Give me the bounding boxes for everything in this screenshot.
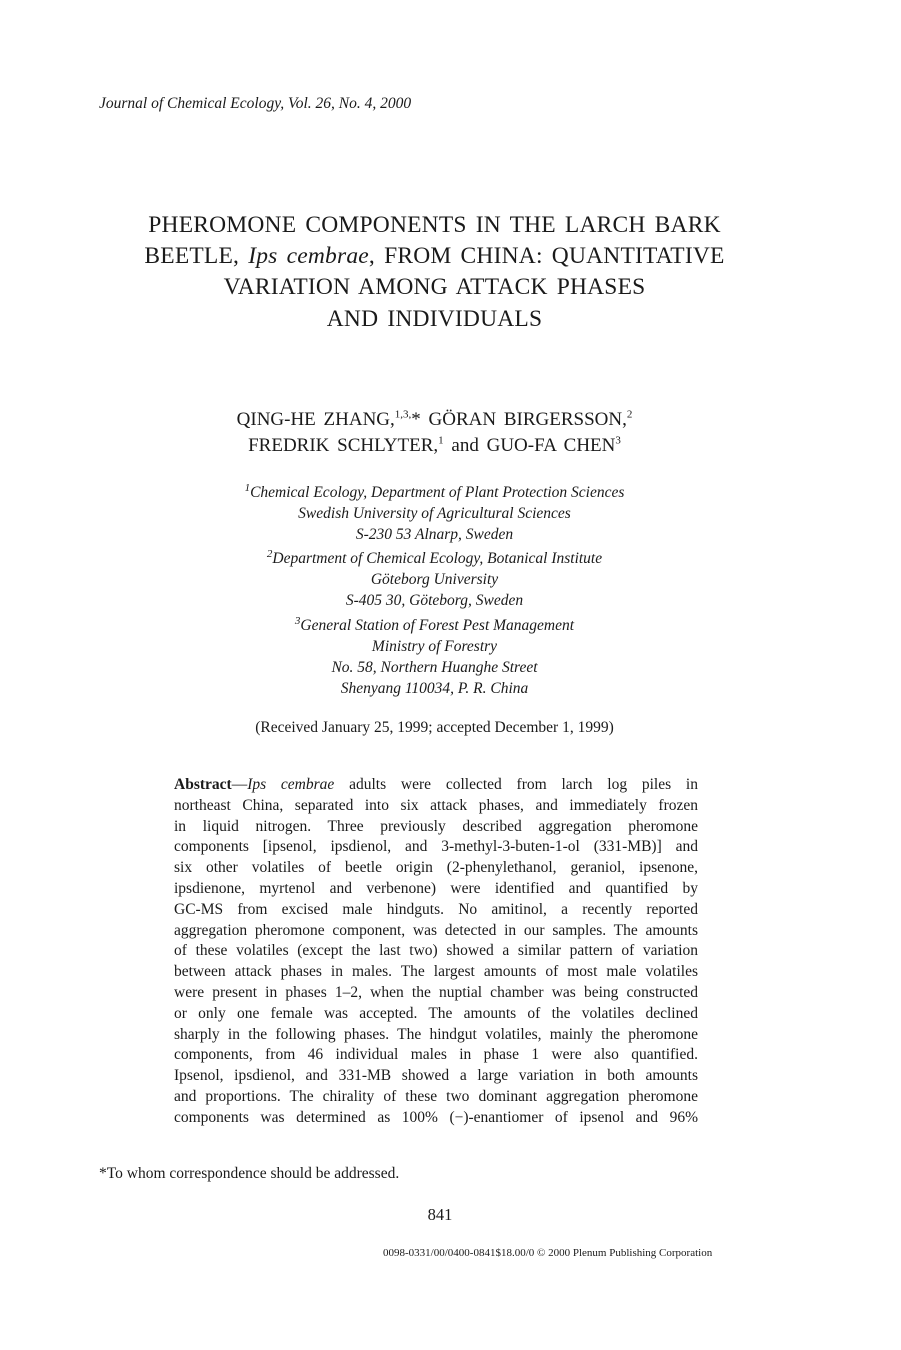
- abstract-line: ipsdienone, myrtenol and verbenone) were identified and quantified by: [174, 879, 698, 897]
- abstract-line: components, from 46 individual males in phase 1 were also quantified.: [174, 1046, 698, 1064]
- received-dates: (Received January 25, 1999; accepted December 1, 1999): [255, 719, 614, 736]
- author-and: and: [443, 435, 487, 456]
- affiliation-3-line-1: [0, 614, 869, 635]
- affiliation-1-line-1: [0, 481, 869, 502]
- affiliation-1-line-3: S-230 53 Alnarp, Sweden: [355, 526, 514, 543]
- abstract: [174, 775, 698, 1129]
- author-line-2: [0, 435, 869, 457]
- page-number: 841: [427, 1205, 453, 1224]
- abstract-line: or only one female was accepted. The amounts of the volatiles declined: [174, 1004, 698, 1022]
- affiliation-1-line-2: Swedish University of Agricultural Sciences: [298, 505, 571, 522]
- title-line-3: VARIATION AMONG ATTACK PHASES: [223, 274, 646, 300]
- affiliation-2-line-1: [0, 547, 869, 568]
- abstract-line: sharply in the following phases. The hindgut volatiles, mainly the pheromone: [174, 1025, 698, 1043]
- abstract-line: components [ipsenol, ipsdienol, and 3-methyl-3-buten-1-ol (331-MB)] and: [174, 838, 698, 856]
- author-zhang: QING-HE ZHANG,: [236, 409, 395, 430]
- abstract-dash: —: [231, 776, 248, 793]
- author-birgersson-sup: 2: [626, 408, 633, 421]
- affiliation-1-sup: 1: [244, 481, 251, 494]
- abstract-line: Ipsenol, ipsdienol, and 331-MB showed a large variation in both amounts: [174, 1067, 698, 1085]
- corresponding-star: *: [411, 409, 421, 430]
- abstract-label: Abstract: [174, 776, 232, 793]
- correspondence-footnote: *To whom correspondence should be addressed.: [99, 1165, 400, 1182]
- abstract-line: GC-MS from excised male hindguts. No amitinol, a recently reported: [174, 900, 698, 918]
- abstract-line: between attack phases in males. The largest amounts of most male volatiles: [174, 963, 698, 981]
- affiliation-3-line-4: Shenyang 110034, P. R. China: [340, 680, 529, 697]
- abstract-line: aggregation pheromone component, was detected in our samples. The amounts: [174, 921, 698, 939]
- title-line-2: [0, 243, 869, 270]
- affiliation-3-sup: 3: [294, 614, 301, 627]
- title-species: Ips cembrae: [248, 243, 369, 269]
- affiliation-1-text: Chemical Ecology, Department of Plant Protection Sciences: [250, 484, 625, 501]
- author-line-1: [0, 409, 869, 431]
- author-chen: GUO-FA CHEN: [486, 435, 616, 456]
- abstract-line: northeast China, separated into six attack phases, and immediately frozen: [174, 796, 698, 814]
- title-line-2-start: BEETLE,: [144, 243, 249, 269]
- author-schlyter-sup: 1: [438, 434, 444, 447]
- author-schlyter: FREDRIK SCHLYTER,: [248, 435, 439, 456]
- abstract-line-1: [174, 775, 698, 796]
- abstract-line: six other volatiles of beetle origin (2-phenylethanol, geraniol, ipsenone,: [174, 859, 698, 877]
- title-line-2-end: , FROM CHINA: QUANTITATIVE: [368, 243, 725, 269]
- affiliation-3-line-3: No. 58, Northern Huanghe Street: [331, 659, 538, 676]
- affiliation-2-text: Department of Chemical Ecology, Botanical Institute: [272, 550, 603, 567]
- abstract-species: Ips cembrae: [247, 776, 335, 793]
- author-zhang-sup: 1,3,: [394, 408, 412, 421]
- affiliation-2-sup: 2: [266, 547, 273, 560]
- journal-header: Journal of Chemical Ecology, Vol. 26, No. 4, 2000: [99, 95, 412, 112]
- affiliation-2-line-3: S-405 30, Göteborg, Sweden: [345, 592, 524, 609]
- affiliation-3-text: General Station of Forest Pest Management: [300, 617, 575, 634]
- abstract-line: in liquid nitrogen. Three previously described aggregation pheromone: [174, 817, 698, 835]
- abstract-line-1-rest: adults were collected from larch log piles in: [334, 776, 698, 793]
- author-birgersson: GÖRAN BIRGERSSON,: [420, 409, 627, 430]
- copyright-line: 0098-0331/00/0400-0841$18.00/0 © 2000 Plenum Publishing Corporation: [383, 1247, 713, 1259]
- author-chen-sup: 3: [615, 434, 621, 447]
- abstract-line: of these volatiles (except the last two) showed a similar pattern of variation: [174, 942, 698, 960]
- affiliation-3-line-2: Ministry of Forestry: [371, 638, 498, 655]
- abstract-line: were present in phases 1–2, when the nuptial chamber was being constructed: [174, 983, 698, 1001]
- abstract-line: and proportions. The chirality of these two dominant aggregation pheromone: [174, 1087, 698, 1105]
- abstract-line: components was determined as 100% (−)-enantiomer of ipsenol and 96%: [174, 1108, 698, 1126]
- affiliation-2-line-2: Göteborg University: [370, 571, 499, 588]
- title-line-4: AND INDIVIDUALS: [326, 306, 543, 332]
- title-line-1: PHEROMONE COMPONENTS IN THE LARCH BARK: [148, 212, 721, 238]
